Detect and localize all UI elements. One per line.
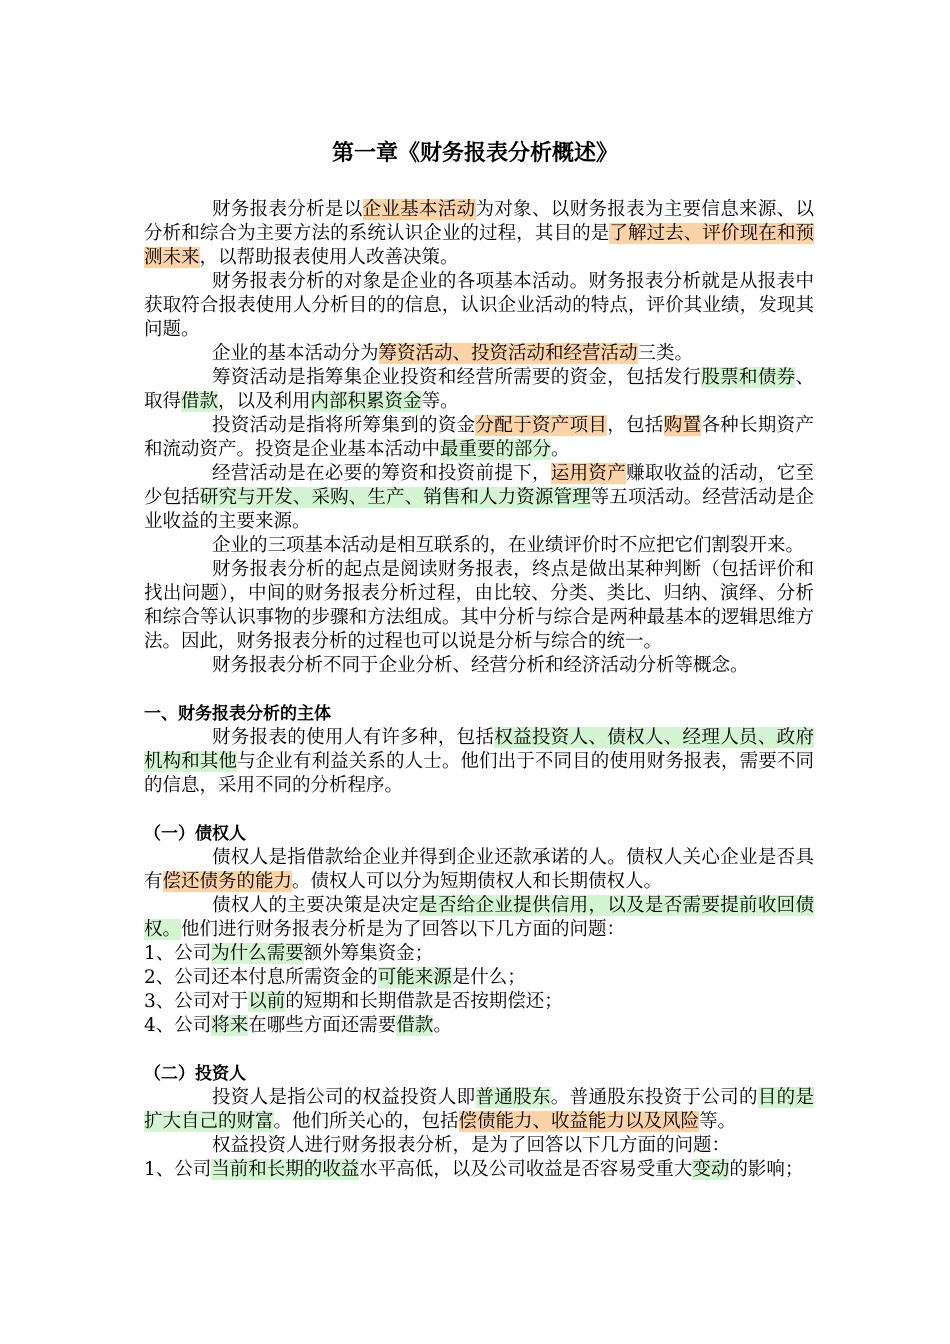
para-users [144,726,814,798]
text-run: 三类。 [637,343,694,364]
para-object [144,270,814,342]
para-activities [144,342,814,366]
text-run: 为对象、以财务报表为主要信息来源、以分析和综合为主要方法的系统认识企业的过程，其目的是 [144,199,814,244]
text-run: 赚取收益的活动，它至少包括 [144,463,814,508]
highlight-green: 研究与开发、采购、生产、销售和人力资源管理 [199,487,591,508]
highlight-green: 内部积累资金 [310,391,422,412]
highlight-orange: 企业基本活动 [362,199,476,220]
heading-investor [144,1062,814,1086]
highlight-green: 以前 [248,991,286,1012]
text-run: 权益投资人进行财务报表分析，是为了回答以下几方面的问题： [212,1135,731,1156]
text-run: 一、财务报表分析的主体 [144,704,331,724]
para-difference [144,654,814,678]
highlight-orange: 购置 [663,415,702,436]
text-run: 在哪些方面还需要 [248,1015,397,1036]
highlight-orange: 偿还债务的能力 [162,871,293,892]
text-run: 等五项活动。经营活动是企业收益的主要来源。 [144,487,814,532]
text-run: 1、公司 [144,1159,212,1180]
highlight-orange: 筹资活动、投资活动和经营活动 [378,343,638,364]
highlight-green: 股票和债券 [701,367,796,388]
highlight-green: 最重要的部分 [440,439,552,460]
document-body [144,198,814,1182]
para-process [144,558,814,654]
paragraph-gap [144,798,814,822]
text-run: 债权人的主要决策是决定 [212,895,420,916]
text-run: 2、公司还本付息所需资金的 [144,967,378,988]
text-run: 。 [551,439,570,460]
heading-creditor [144,822,814,846]
text-run: 各种长期资产和流动资产。投资是企业基本活动中 [144,415,814,460]
highlight-green: 可能来源 [377,967,452,988]
text-run: 财务报表分析不同于企业分析、经营分析和经济活动分析等概念。 [212,655,749,676]
text-run: 。债权人可以分为短期债权人和长期债权人。 [292,871,663,892]
para-investor-def [144,1086,814,1134]
text-run: （二）投资人 [144,1064,246,1084]
highlight-green: 目的是扩大自己的财富 [144,1087,814,1132]
para-operating [144,462,814,534]
para-creditor-def [144,846,814,894]
highlight-green: 借款 [181,391,219,412]
text-run: 他们进行财务报表分析是为了回答以下几方面的问题： [181,919,626,940]
highlight-green: 变动 [692,1159,730,1180]
para-investing [144,414,814,462]
highlight-green: 借款 [396,1015,434,1036]
text-run: 财务报表的使用人有许多种，包括 [212,727,495,748]
text-run: 3、公司对于 [144,991,249,1012]
text-run: 企业的基本活动分为 [212,343,379,364]
page-title: 第一章《财务报表分析概述》 [331,141,618,166]
text-run: ，包括 [607,415,664,436]
para-definition [144,198,814,270]
text-run: 1、公司 [144,943,212,964]
text-run: （一）债权人 [144,824,246,844]
text-run: 等。 [421,391,459,412]
creditor-question-2 [144,966,814,990]
para-related [144,534,814,558]
heading-subject [144,702,814,726]
text-run: 的影响； [729,1159,804,1180]
text-run: 4、公司 [144,1015,212,1036]
highlight-green: 普通股东 [475,1087,551,1108]
text-run: 。普通股东投资于公司的 [550,1087,758,1108]
text-run: 是什么； [451,967,526,988]
highlight-green: 是否给企业提供信用，以及是否需要提前收回债权。 [144,895,814,940]
text-run: 财务报表分析是以 [212,199,363,220]
text-run: 企业的三项基本活动是相互联系的，在业绩评价时不应把它们割裂开来。 [212,535,805,556]
highlight-green: 当前和长期的收益 [211,1159,360,1180]
text-run: 额外筹集资金； [303,943,434,964]
para-investor-analysis [144,1134,814,1158]
para-creditor-decision [144,894,814,942]
para-financing [144,366,814,414]
text-run: 、取得 [144,367,814,412]
text-run: 。他们所关心的，包括 [273,1111,459,1132]
investor-question-1 [144,1158,814,1182]
text-run: 水平高低，以及公司收益是否容易受重大 [359,1159,693,1180]
text-run: 与企业有利益关系的人士。他们出于不同目的使用财务报表，需要不同的信息，采用不同的分析程序。 [144,751,814,796]
text-run: 投资活动是指将所筹集到的资金 [212,415,476,436]
highlight-orange: 偿债能力、收益能力以及风险 [458,1111,700,1132]
highlight-green: 将来 [211,1015,249,1036]
text-run: 财务报表分析的对象是企业的各项基本活动。财务报表分析就是从报表中获取符合报表使用人分析目的的信息，认识企业活动的特点，评价其业绩，发现其问题。 [144,271,814,340]
highlight-orange: 分配于资产项目 [475,415,608,436]
text-run: 经营活动是在必要的筹资和投资前提下， [212,463,551,484]
text-run: 财务报表分析的起点是阅读财务报表，终点是做出某种判断（包括评价和找出问题），中间的财务报表分析过程，由比较、分类、类比、归纳、演绎、分析和综合等认识事物的步骤和方法组成。其中分析与综合是两种最基本的逻辑思维方法。因此，财务报表分析的过程也可以说是分析与综合的统一。 [144,559,814,652]
highlight-orange: 运用资产 [550,463,627,484]
paragraph-gap [144,678,814,702]
text-run: ，以帮助报表使用人改善决策。 [199,247,459,268]
text-run: 的短期和长期借款是否按期偿还； [285,991,563,1012]
highlight-green: 为什么需要 [211,943,304,964]
highlight-orange: 了解过去、评价现在和预测未来 [144,223,814,268]
text-run: ，以及利用 [218,391,311,412]
text-run: 等。 [699,1111,737,1132]
creditor-question-1 [144,942,814,966]
paragraph-gap [144,1038,814,1062]
text-run: 筹资活动是指筹集企业投资和经营所需要的资金，包括发行 [212,367,702,388]
highlight-green: 权益投资人、债权人、经理人员、政府机构和其他 [144,727,814,772]
creditor-question-4 [144,1014,814,1038]
text-run: 。 [433,1015,452,1036]
text-run: 债权人是指借款给企业并得到企业还款承诺的人。债权人关心企业是否具有 [144,847,814,892]
creditor-question-3 [144,990,814,1014]
text-run: 投资人是指公司的权益投资人即 [212,1087,476,1108]
